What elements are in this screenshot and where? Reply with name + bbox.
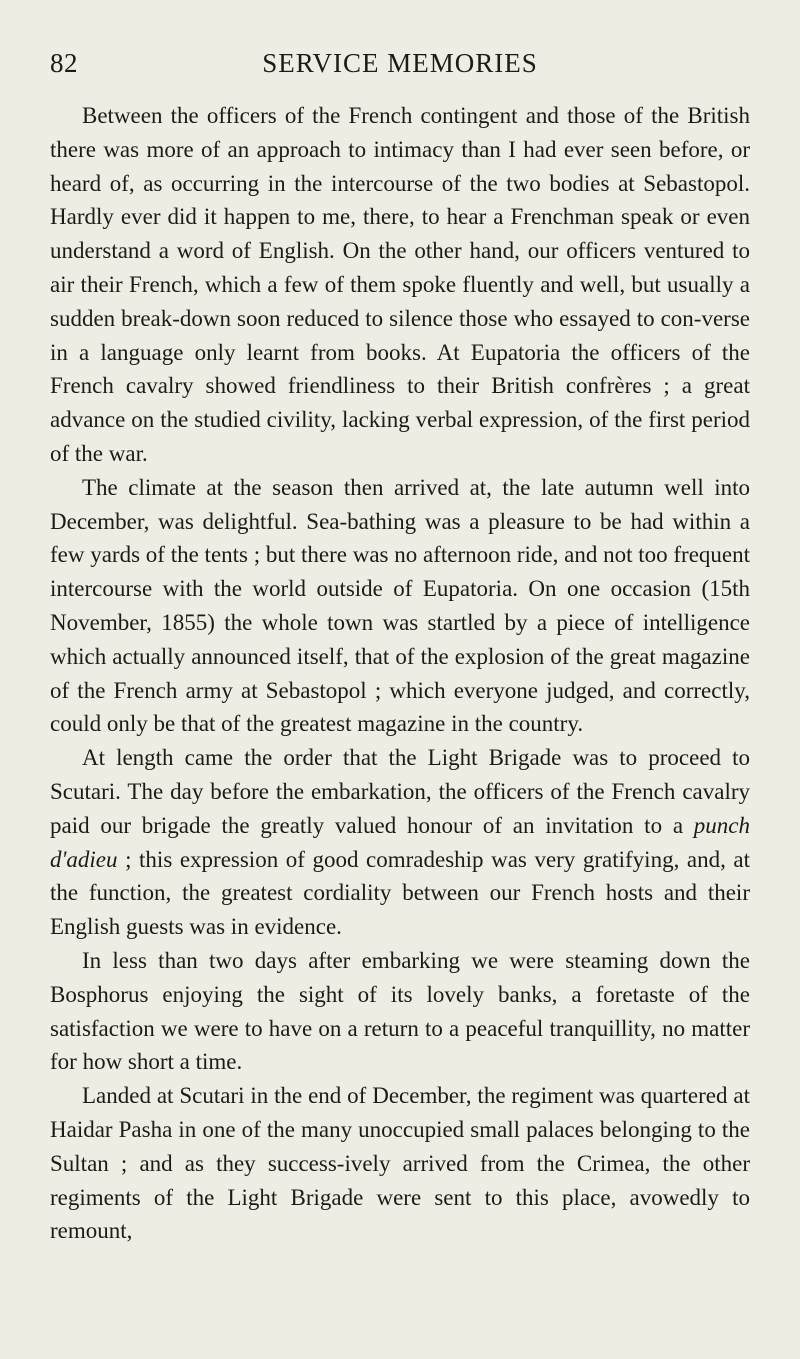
page-number: 82 xyxy=(50,48,78,78)
paragraph-climate: The climate at the season then arrived at, the late autumn well into December, was delightful. Sea-bathing was a pleasure to be had within a few yards of the tents ; but there was no afternoon ride, and not too frequent intercourse with the world outside of Eupatoria. On one occasion (15th November, 1855) the whole town was startled by a piece of intelligence which actually announced itself, that of the explosion of the great magazine of the French army at Sebastopol ; which everyone judged, and correctly, could only be that of the greatest magazine in the country. xyxy=(50,474,751,737)
paragraph-officers-intimacy: Between the officers of the French contingent and those of the British there was more of an approach to intimacy than I had ever seen before, or heard of, as occurring in the intercourse of the two bodies at Sebastopol. Hardly ever did it happen to me, there, to hear a Frenchman speak or even understand a word of English. On the other hand, our officers ventured to air their French, which a few of them spoke fluently and well, but usually a sudden break-down soon reduced to silence those who essayed to con-verse in a language only learnt from books. At Eupatoria the officers of the French cavalry showed friendliness to their British confrères ; a great advance on the studied civility, lacking verbal expression, of the first period of the war. xyxy=(50,103,750,466)
running-title: SERVICE MEMORIES xyxy=(262,48,538,78)
italic-phrase: punch d'adieu xyxy=(50,812,750,872)
running-head xyxy=(50,48,750,88)
body-text xyxy=(50,99,750,1248)
paragraph-bosphorus: In less than two days after embarking we were steaming down the Bosphorus enjoying the sight of its lovely banks, a foretaste of the satisfaction we were to have on a return to a peaceful tranquillity, no matter for how short a time. xyxy=(50,947,750,1075)
paragraph-haidar-pasha: Landed at Scutari in the end of December, the regiment was quartered at Haidar Pasha in one of the many unoccupied small palaces belonging to the Sultan ; and as they success-ively arrived from the Crimea, the other regiments of the Light Brigade were sent to this place, avowedly to remount, xyxy=(50,1083,750,1244)
paragraph-order-scutari-end: ; this expression of good comradeship was very gratifying, and, at the function, the greatest cordiality between our French hosts and their English guests was in evidence. xyxy=(50,846,750,940)
paragraph-order-scutari xyxy=(50,741,750,944)
paragraph-order-scutari-start: At length came the order that the Light Brigade was to proceed to Scutari. The day before the embarkation, the officers of the French cavalry paid our brigade the greatly valued honour of an invitation to a xyxy=(50,745,750,838)
